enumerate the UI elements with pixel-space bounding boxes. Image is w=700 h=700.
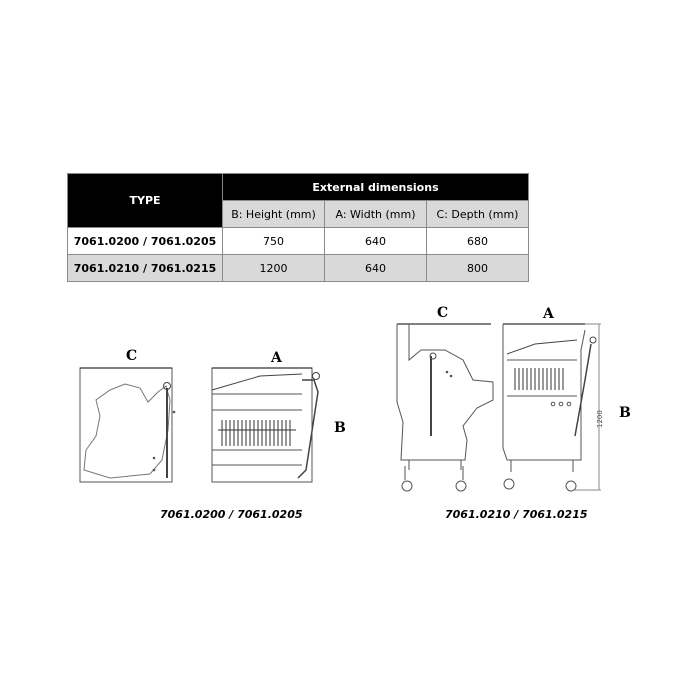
external-dimensions-header: External dimensions: [223, 174, 529, 201]
large-height-label: B: [619, 405, 631, 421]
width-cell: 640: [325, 255, 427, 282]
depth-cell: 800: [427, 255, 529, 282]
type-header: TYPE: [68, 174, 223, 228]
small-depth-label: C: [126, 348, 138, 364]
large-height-mark: 1200: [596, 410, 604, 428]
height-column-header: B: Height (mm): [223, 201, 325, 228]
width-cell: 640: [325, 228, 427, 255]
depth-column-header: C: Depth (mm): [427, 201, 529, 228]
small-side-view: [80, 368, 175, 482]
large-depth-label: C: [437, 305, 449, 321]
large-front-view: [503, 324, 601, 491]
small-slicer-drawing: [70, 340, 360, 500]
small-front-view: [212, 368, 320, 482]
depth-cell: 680: [427, 228, 529, 255]
type-cell: 7061.0210 / 7061.0215: [68, 255, 223, 282]
height-cell: 750: [223, 228, 325, 255]
small-model-caption: 7061.0200 / 7061.0205: [160, 508, 303, 521]
width-column-header: A: Width (mm): [325, 201, 427, 228]
large-side-view: [397, 324, 493, 491]
dimensions-table: [67, 173, 529, 282]
table-row: [68, 228, 529, 255]
large-width-label: A: [543, 306, 554, 322]
large-slicer-drawing: [385, 300, 625, 500]
small-height-label: B: [334, 420, 346, 436]
large-model-caption: 7061.0210 / 7061.0215: [445, 508, 588, 521]
table-row: [68, 255, 529, 282]
type-cell: 7061.0200 / 7061.0205: [68, 228, 223, 255]
height-cell: 1200: [223, 255, 325, 282]
small-width-label: A: [271, 350, 282, 366]
